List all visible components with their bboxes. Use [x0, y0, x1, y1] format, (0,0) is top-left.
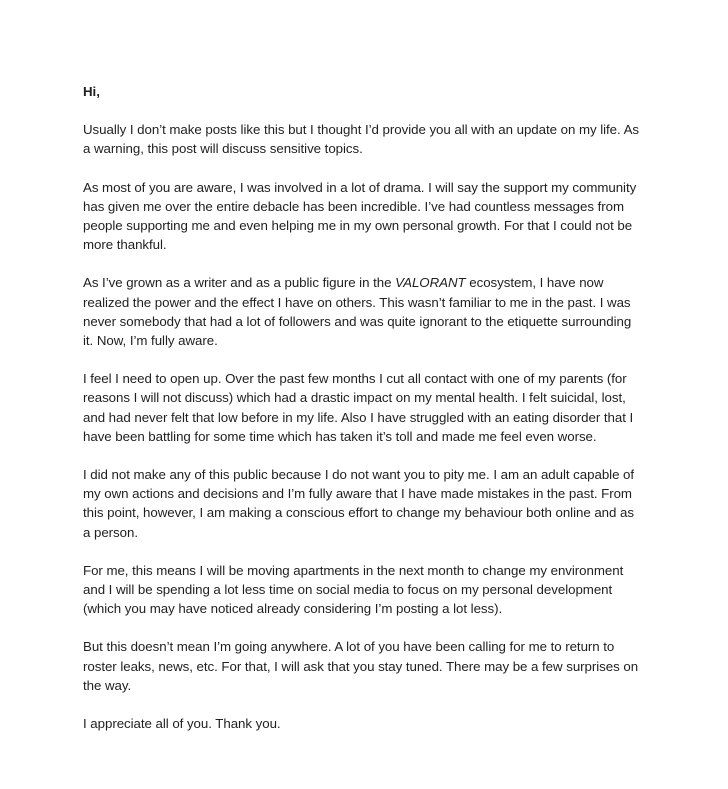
- paragraph-privacy: I did not make any of this public because I do not want you to pity me. I am an adult capable of my own actions and decisions and I’m fully aware that I have made mistakes in the past. From this point, however, I am making a conscious effort to change my behaviour both online and as a person.: [83, 467, 635, 540]
- paragraph-growth-end: ecosystem, I have now realized the power and the effect I have on others. This wasn’t familiar to me in the past. I was never somebody that had a lot of followers and was quite ignorant to the etiquette surrounding it. Now, I’m fully aware.: [83, 275, 632, 349]
- game-title: VALORANT: [395, 275, 466, 291]
- paragraph-closing: I appreciate all of you. Thank you.: [83, 716, 281, 732]
- paragraph-growth: [83, 273, 643, 350]
- paragraph-intro: Usually I don’t make posts like this but I thought I’d provide you all with an update on my life. As a warning, this post will discuss sensitive topics.: [83, 122, 639, 157]
- paragraph-drama: As most of you are aware, I was involved in a lot of drama. I will say the support my community has given me over the entire debacle has been incredible. I’ve had countless messages from people supporting me and even helping me in my own personal growth. For that I could not be more thankful.: [83, 179, 637, 253]
- letter-body: [83, 82, 643, 733]
- paragraph-future: But this doesn’t mean I’m going anywhere. A lot of you have been calling for me to return to roster leaks, news, etc. For that, I will ask that you stay tuned. There may be a few surprises on the way.: [83, 639, 639, 693]
- paragraph-changes: For me, this means I will be moving apartments in the next month to change my environment and I will be spending a lot less time on social media to focus on my personal development (which you may have noticed already considering I’m posting a lot less).: [83, 562, 624, 617]
- greeting: Hi,: [83, 84, 100, 99]
- paragraph-growth-start: As I’ve grown as a writer and as a public figure in the: [83, 275, 396, 291]
- paragraph-mental-health: I feel I need to open up. Over the past few months I cut all contact with one of my parents (for reasons I will not discuss) which had a drastic impact on my mental health. I felt suicidal, lost, and had never felt that low before in my life. Also I have struggled with an eating disorder that I have been battling for some time which has taken it’s toll and made me feel even worse.: [83, 371, 634, 444]
